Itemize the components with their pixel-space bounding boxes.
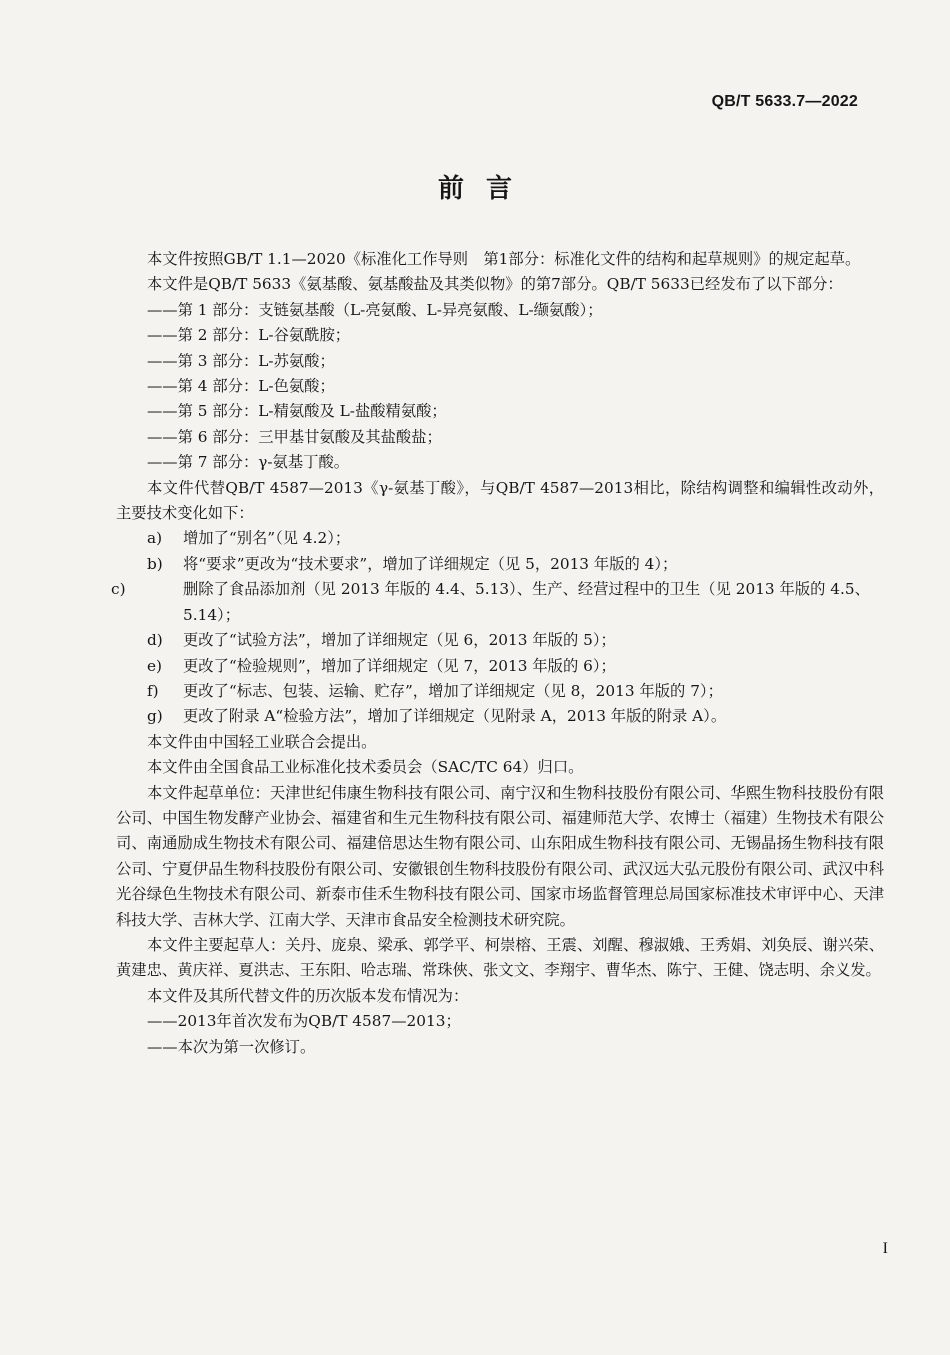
paragraph-proposed-by: 本文件由中国轻工业联合会提出。 — [147, 732, 377, 751]
history-list-item: ——本次为第一次修订。 — [147, 1037, 316, 1056]
part-list-item: ——第 7 部分：γ-氨基丁酸。 — [147, 453, 350, 472]
change-mark: g) — [147, 707, 163, 726]
change-mark: e) — [147, 656, 163, 675]
change-text: 更改了附录 A“检验方法”，增加了详细规定（见附录 A，2013 年版的附录 A）。 — [183, 707, 727, 726]
change-text: 更改了“试验方法”，增加了详细规定（见 6，2013 年版的 5）； — [183, 631, 616, 650]
change-text: 删除了食品添加剂（见 2013 年版的 4.4、5.13）、生产、经营过程中的卫生（见 2013 年版的 4.5、5.14）； — [183, 580, 870, 624]
change-mark: f) — [147, 681, 159, 700]
change-list-item — [116, 552, 884, 577]
paragraph-series-intro: 本文件是QB/T 5633《氨基酸、氨基酸盐及其类似物》的第7部分。QB/T 5633已经发布了以下部分： — [147, 275, 843, 294]
part-list-item: ——第 1 部分：支链氨基酸（L-亮氨酸、L-异亮氨酸、L-缬氨酸）； — [147, 300, 603, 319]
history-list-item: ——2013年首次发布为QB/T 4587—2013； — [147, 1012, 461, 1031]
standard-number: QB/T 5633.7—2022 — [711, 93, 858, 110]
paragraph-drafting-units: 本文件起草单位：天津世纪伟康生物科技有限公司、南宁汉和生物科技股份有限公司、华熙生物科技股份有限公司、中国生物发酵产业协会、福建省和生元生物科技有限公司、福建师范大学、农博士（福建）生物技术有限公司、南通励成生物技术有限公司、福建倍思达生物有限公司、山东阳成生物科技有限公司、无锡晶扬生物科技有限公司、宁夏伊品生物科技股份有限公司、安徽银创生物科技股份有限公司、武汉远大弘元股份有限公司、武汉中科光谷绿色生物技术有限公司、新泰市佳禾生物科技有限公司、国家市场监督管理总局国家标准技术审评中心、天津科技大学、吉林大学、江南大学、天津市食品安全检测技术研究院。 — [116, 783, 884, 929]
paragraph-drafting-rules: 本文件按照GB/T 1.1—2020《标准化工作导则 第1部分：标准化文件的结构和起草规则》的规定起草。 — [147, 250, 861, 268]
part-list-item: ——第 5 部分：L-精氨酸及 L-盐酸精氨酸； — [147, 402, 447, 421]
change-mark: a) — [147, 529, 163, 548]
paragraph-managed-by: 本文件由全国食品工业标准化技术委员会（SAC/TC 64）归口。 — [147, 758, 584, 777]
change-text: 将“要求”更改为“技术要求”，增加了详细规定（见 5，2013 年版的 4）； — [183, 554, 678, 573]
page-number: I — [882, 1240, 888, 1257]
page-title: 前言 — [437, 174, 534, 204]
change-text: 更改了“检验规则”，增加了详细规定（见 7，2013 年版的 6）； — [183, 656, 616, 675]
part-list-item: ——第 6 部分：三甲基甘氨酸及其盐酸盐； — [147, 427, 442, 446]
change-text: 增加了“别名”（见 4.2）； — [183, 529, 351, 548]
change-list-item — [111, 577, 884, 628]
part-list-item: ——第 4 部分：L-色氨酸； — [147, 377, 335, 396]
change-text: 更改了“标志、包装、运输、贮存”，增加了详细规定（见 8，2013 年版的 7）； — [183, 681, 723, 700]
change-list-item — [116, 526, 884, 551]
paragraph-drafters: 本文件主要起草人：关丹、庞泉、梁承、郭学平、柯崇榕、王震、刘醒、穆淑娥、王秀娟、刘奂辰、谢兴荣、黄建忠、黄庆祥、夏洪志、王东阳、哈志瑞、常珠俠、张文文、李翔宇、曹华杰、陈宁、王健、饶志明、余义发。 — [116, 935, 884, 980]
change-list-item — [116, 654, 884, 679]
part-list-item: ——第 3 部分：L-苏氨酸； — [147, 351, 335, 370]
change-mark: d) — [147, 631, 163, 650]
change-mark: c) — [111, 580, 126, 599]
change-list-item — [116, 679, 884, 704]
paragraph-replaces: 本文件代替QB/T 4587—2013《γ-氨基丁酸》，与QB/T 4587—2013相比，除结构调整和编辑性改动外，主要技术变化如下： — [116, 478, 884, 523]
paragraph-history-intro: 本文件及其所代替文件的历次版本发布情况为： — [147, 986, 469, 1005]
foreword-body — [111, 247, 884, 1060]
change-mark: b) — [147, 554, 163, 573]
change-list-item — [116, 628, 884, 653]
part-list-item: ——第 2 部分：L-谷氨酰胺； — [147, 326, 351, 345]
change-list-item — [116, 704, 884, 729]
